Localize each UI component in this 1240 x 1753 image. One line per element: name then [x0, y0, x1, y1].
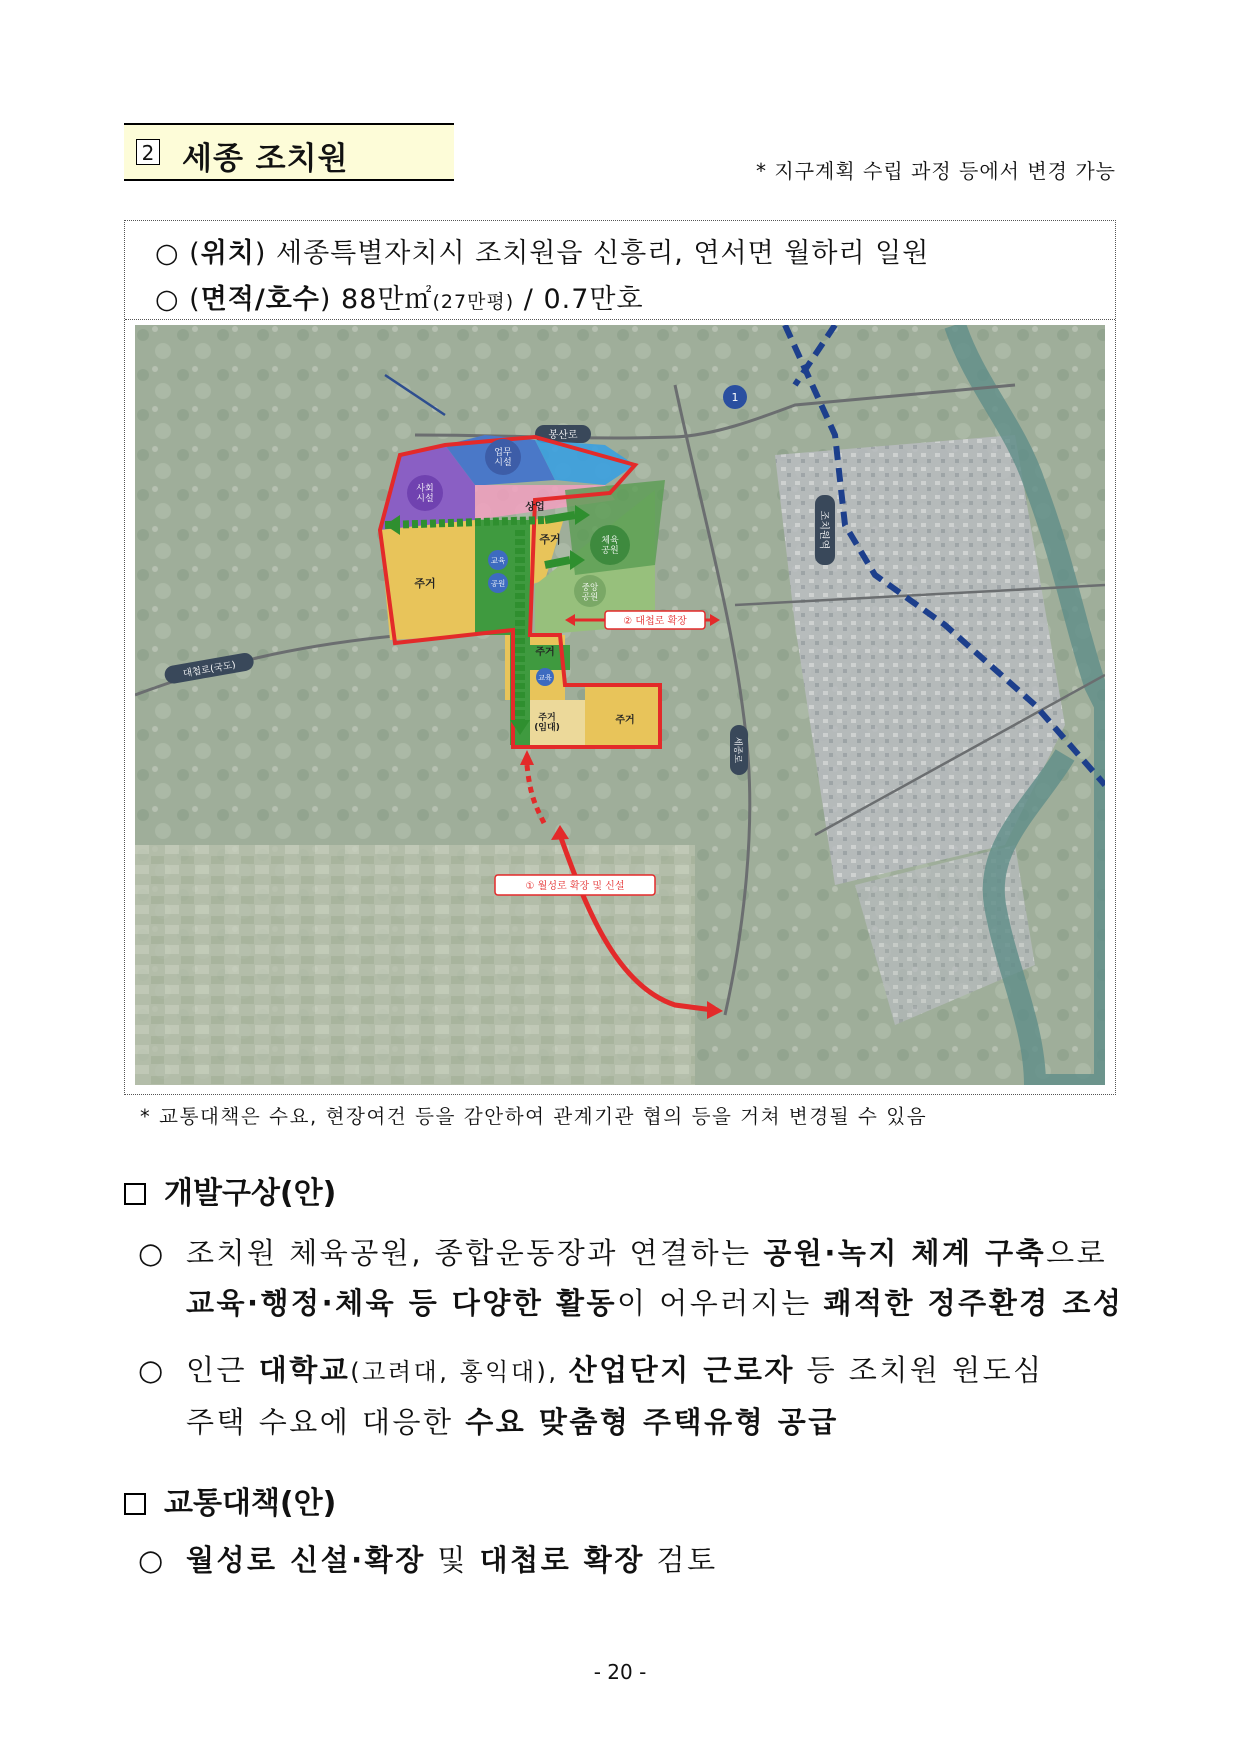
info-map-frame [124, 220, 1116, 1095]
section-title: 세종 조치원 [182, 141, 349, 177]
area-main: 88만㎡ [341, 284, 433, 315]
map-label-central-park: 중앙 공원 [581, 583, 599, 603]
map-label-sejong-road: 세종로 [732, 736, 742, 764]
plan-p1-text-c: 이 어우러지는 [617, 1286, 824, 1320]
plan-heading [124, 1168, 336, 1212]
top-note: * 지구계획 수립 과정 등에서 변경 가능 [756, 159, 1116, 183]
site-map [135, 325, 1105, 1085]
info-location: ○ (위치) 세종특별자치시 조치원읍 신흥리, 연서면 월하리 일원 [155, 238, 930, 269]
plan-p1-bold-c: 쾌적한 정주환경 조성 [823, 1286, 1124, 1320]
map-label-civic: 사회 시설 [416, 484, 434, 504]
plan-p2-bold-a: 대학교 [258, 1353, 351, 1387]
map-label-office: 업무 시설 [494, 448, 512, 468]
site-map-image [135, 325, 1105, 1085]
traffic-bold-b: 대첩로 확장 [479, 1543, 645, 1577]
area-sub: (27만평) [432, 291, 515, 313]
plan-p2-text-c: 등 조치원 원도심 [794, 1353, 1044, 1387]
map-label-housing-1: 주거 [414, 577, 436, 590]
frame-divider [125, 319, 1115, 320]
svg-text:1: 1 [731, 391, 739, 404]
info-area: ○ (면적/호수) 88만㎡(27만평) / 0.7만호 [155, 284, 644, 315]
traffic-note: * 교통대책은 수요, 현장여건 등을 감안하여 관계기관 협의 등을 거쳐 변경될 수 있음 [140, 1105, 928, 1128]
map-label-edu-2: 교육 [538, 674, 552, 682]
plan-p2-text-d: 주택 수요에 대응한 [186, 1405, 466, 1439]
plan-heading-text: 개발구상(안) [164, 1176, 337, 1211]
map-label-housing-rent: 주거 (임대) [534, 713, 560, 733]
plan-p2-bold-c: 수요 맞춤형 주택유형 공급 [465, 1405, 839, 1439]
section-number: 2 [136, 139, 160, 165]
plan-p1-text-b: 으로 [1046, 1236, 1108, 1270]
traffic-text-a: 및 [425, 1543, 480, 1577]
map-label-housing-3: 주거 [535, 647, 555, 658]
area-units: / 0.7만호 [523, 284, 644, 315]
plan-p2-text-b: (고려대, 홍익대), [350, 1358, 569, 1386]
plan-p1-text-a: 조치원 체육공원, 종합운동장과 연결하는 [186, 1236, 764, 1270]
page-number: - 20 - [593, 1660, 647, 1684]
map-label-expand-1: ① 월성로 확장 및 신설 [525, 881, 625, 892]
traffic-heading-text: 교통대책(안) [164, 1486, 337, 1521]
plan-p1-bold-b: 교육·행정·체육 등 다양한 활동 [186, 1286, 617, 1320]
map-label-housing-2: 주거 [539, 533, 561, 546]
location-label: 위치 [200, 238, 255, 269]
traffic-paragraph: ○ 월성로 신설·확장 및 대첩로 확장 검토 [138, 1543, 718, 1577]
map-label-commercial: 상업 [525, 502, 545, 513]
plan-p2-text-a: 인근 [186, 1353, 259, 1387]
plan-p1-bold-a: 공원·녹지 체계 구축 [763, 1236, 1047, 1270]
checkbox-square-icon [124, 1493, 146, 1515]
map-label-bongsan: 봉산로 [548, 430, 578, 441]
map-label-expand-2: ② 대첩로 확장 [623, 616, 687, 627]
map-label-park-1: 공원 [490, 579, 506, 588]
plan-paragraph-1: ○ 조치원 체육공원, 종합운동장과 연결하는 공원·녹지 체계 구축으로 교육·행정·체육 등 다양한 활동이 어우러지는 쾌적한 정주환경 조성 [138, 1236, 1124, 1320]
traffic-bold-a: 월성로 신설·확장 [186, 1543, 426, 1577]
map-label-housing-4: 주거 [615, 715, 635, 726]
plan-paragraph-2: ○ 인근 대학교(고려대, 홍익대), 산업단지 근로자 등 조치원 원도심 주택 수요에 대응한 수요 맞춤형 주택유형 공급 [138, 1353, 1044, 1439]
area-label: 면적/호수 [200, 284, 320, 315]
map-label-edu-1: 교육 [490, 556, 506, 565]
traffic-text-b: 검토 [644, 1543, 718, 1577]
section-heading [124, 123, 454, 181]
map-label-station: 조치원역 [818, 510, 829, 550]
map-label-daecheop-road: 대첩로(국도) [182, 659, 237, 680]
checkbox-square-icon [124, 1183, 146, 1205]
plan-p2-bold-b: 산업단지 근로자 [568, 1353, 795, 1387]
map-label-sports-park: 체육 공원 [601, 536, 619, 556]
traffic-heading [124, 1478, 336, 1522]
location-text: 세종특별자치시 조치원읍 신흥리, 연서면 월하리 일원 [275, 238, 930, 269]
